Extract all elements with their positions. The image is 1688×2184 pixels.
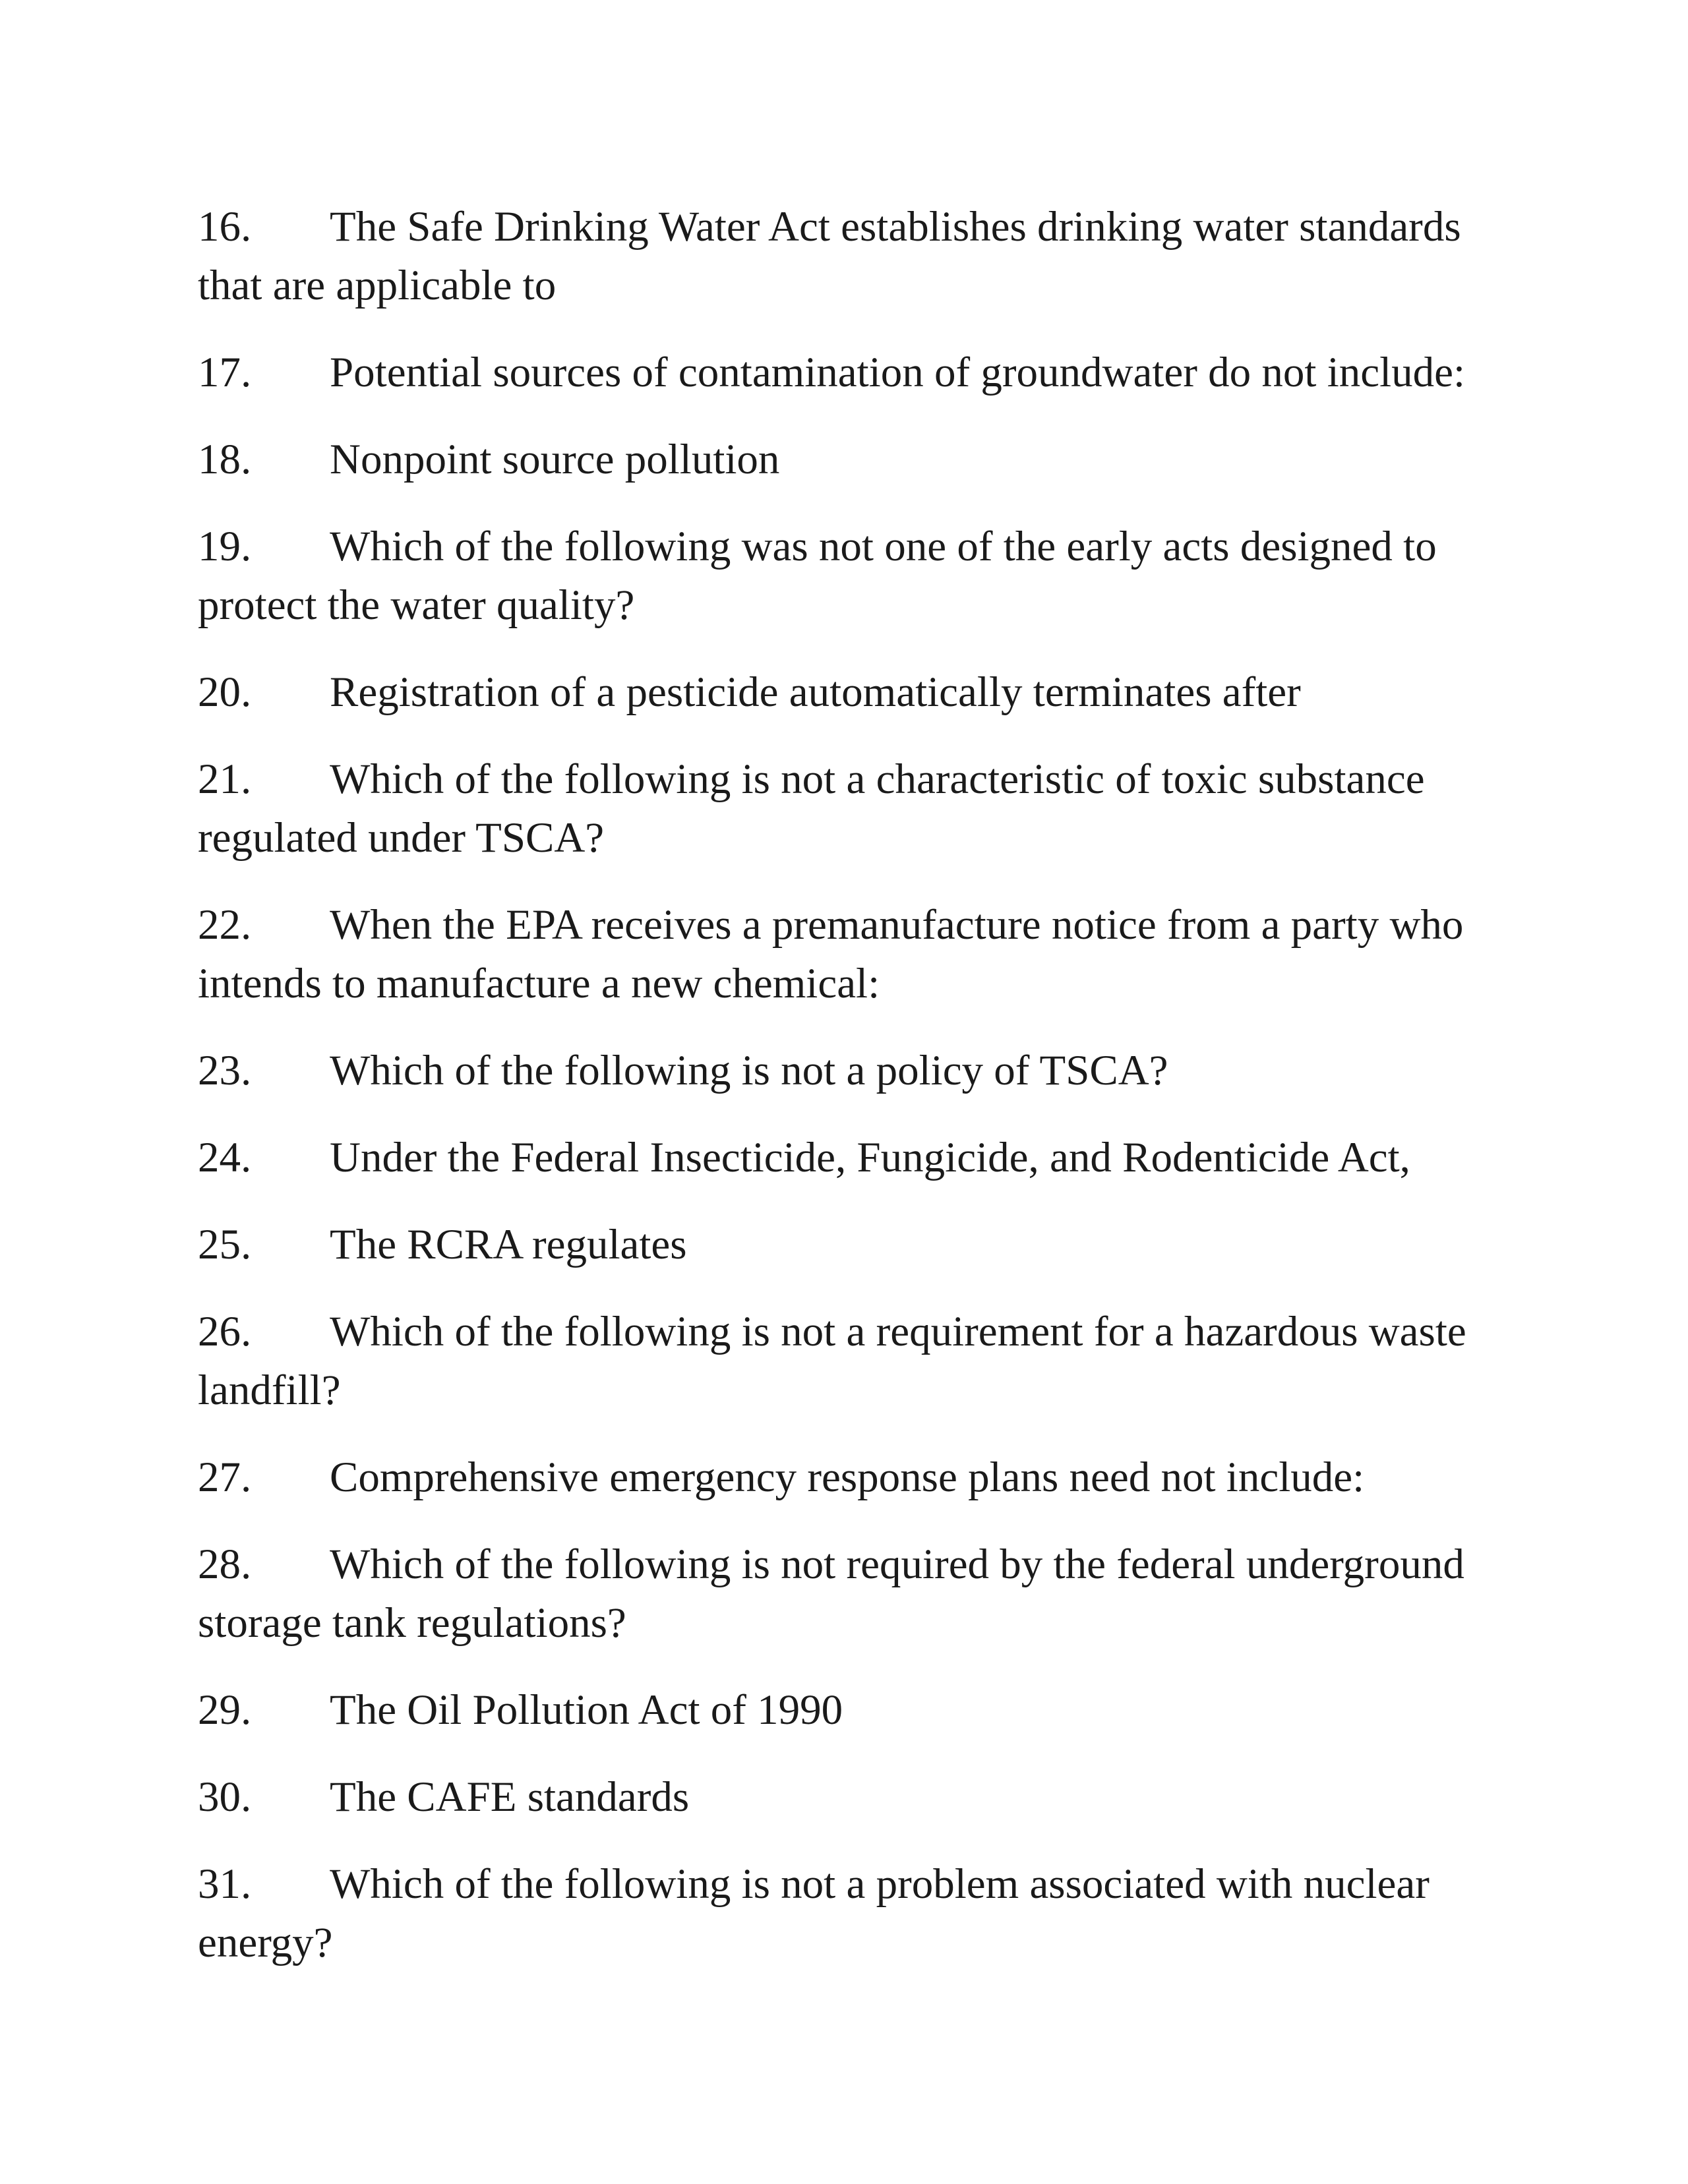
question-item — [198, 343, 1517, 402]
question-item — [198, 1855, 1517, 1972]
question-item — [198, 1535, 1517, 1653]
question-number: 26. — [198, 1308, 252, 1355]
question-number: 29. — [198, 1686, 252, 1734]
question-text: Under the Federal Insecticide, Fungicide, and Rodenticide Act, — [330, 1134, 1410, 1181]
question-list — [198, 198, 1517, 2001]
question-item — [198, 663, 1517, 722]
question-number: 22. — [198, 901, 252, 949]
question-item — [198, 517, 1517, 635]
question-number: 17. — [198, 349, 252, 396]
question-text: When the EPA receives a premanufacture notice from a party who intends to manufacture a new chemical: — [198, 901, 1464, 1007]
question-item — [198, 1303, 1517, 1420]
question-item — [198, 896, 1517, 1013]
question-item — [198, 198, 1517, 315]
question-text: Which of the following is not a characteristic of toxic substance regulated under TSCA? — [198, 755, 1425, 862]
question-text: The CAFE standards — [330, 1773, 690, 1821]
question-item — [198, 750, 1517, 868]
question-number: 31. — [198, 1860, 252, 1908]
question-number: 23. — [198, 1047, 252, 1094]
question-text: Which of the following is not a requirement for a hazardous waste landfill? — [198, 1308, 1466, 1414]
question-text: Which of the following is not a problem associated with nuclear energy? — [198, 1860, 1430, 1966]
question-item — [198, 430, 1517, 489]
question-item — [198, 1448, 1517, 1507]
question-item — [198, 1129, 1517, 1187]
question-text: Which of the following was not one of the early acts designed to protect the water quality? — [198, 523, 1437, 629]
question-number: 18. — [198, 436, 252, 483]
question-text: Which of the following is not required by the federal underground storage tank regulations? — [198, 1541, 1464, 1647]
question-text: The Safe Drinking Water Act establishes drinking water standards that are applicable to — [198, 203, 1461, 309]
question-number: 30. — [198, 1773, 252, 1821]
question-number: 24. — [198, 1134, 252, 1181]
question-text: Potential sources of contamination of groundwater do not include: — [330, 349, 1466, 396]
question-text: The Oil Pollution Act of 1990 — [330, 1686, 843, 1734]
question-text: Registration of a pesticide automatically terminates after — [330, 668, 1301, 716]
question-text: The RCRA regulates — [330, 1221, 687, 1268]
question-number: 27. — [198, 1454, 252, 1501]
question-number: 16. — [198, 203, 252, 251]
question-number: 19. — [198, 523, 252, 570]
question-number: 20. — [198, 668, 252, 716]
question-text: Which of the following is not a policy of TSCA? — [330, 1047, 1168, 1094]
question-text: Comprehensive emergency response plans need not include: — [330, 1454, 1365, 1501]
question-text: Nonpoint source pollution — [330, 436, 780, 483]
question-number: 25. — [198, 1221, 252, 1268]
question-item — [198, 1768, 1517, 1827]
question-item — [198, 1042, 1517, 1100]
question-number: 21. — [198, 755, 252, 803]
question-item — [198, 1681, 1517, 1740]
question-number: 28. — [198, 1541, 252, 1588]
question-item — [198, 1216, 1517, 1274]
